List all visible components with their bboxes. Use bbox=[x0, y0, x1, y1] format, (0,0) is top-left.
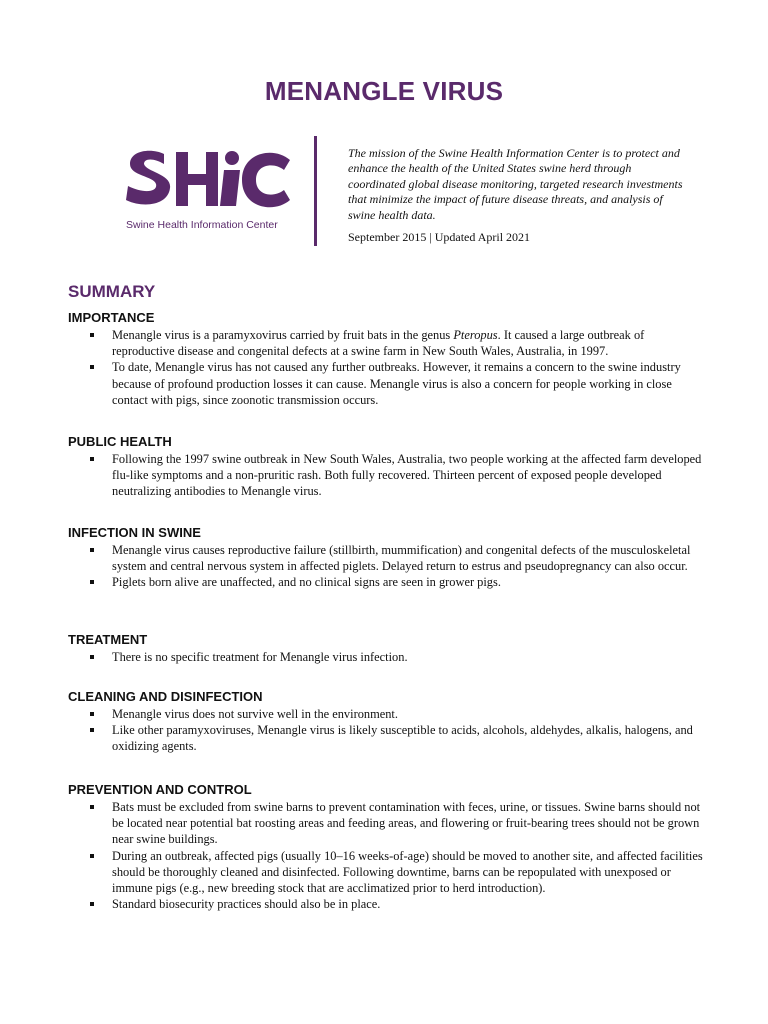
section-cleaning-and-disinfection bbox=[68, 689, 708, 755]
section-heading: CLEANING AND DISINFECTION bbox=[68, 689, 263, 704]
publication-dates: September 2015 | Updated April 2021 bbox=[348, 230, 531, 244]
section-heading: IMPORTANCE bbox=[68, 310, 155, 325]
list-item: Following the 1997 swine outbreak in New South Wales, Australia, two people working at the affected farm developed flu-like symptoms and a non-pruritic rash. Both fully recovered. Thirteen percent of exposed people developed neutralizing antibodies to Menangle virus. bbox=[68, 451, 708, 500]
list-item: Standard biosecurity practices should also be in place. bbox=[68, 896, 708, 912]
section-treatment bbox=[68, 632, 708, 665]
document-title: MENANGLE VIRUS bbox=[264, 76, 504, 106]
list-item: During an outbreak, affected pigs (usually 10–16 weeks-of-age) should be moved to another site, and affected facilities should be thoroughly cleaned and disinfected. Following downtime, barns can be repopulated with unexposed or immune pigs (e.g., new breeding stock that are acclimatized prior to herd introduction). bbox=[68, 848, 708, 897]
list-item: Menangle virus does not survive well in the environment. bbox=[68, 706, 708, 722]
section-prevention-and-control bbox=[68, 782, 708, 912]
section-infection-in-swine bbox=[68, 525, 708, 591]
list-item: Menangle virus is a paramyxovirus carried by fruit bats in the genus Pteropus. It caused a large outbreak of reproductive disease and congenital defects at a swine farm in New South Wales, Australia, in 1997. bbox=[68, 327, 708, 359]
section-importance bbox=[68, 310, 708, 408]
shic-logo-icon bbox=[124, 146, 294, 218]
mission-statement: The mission of the Swine Health Information Center is to protect and enhance the health of the United States swine herd through coordinated global disease monitoring, targeted research investments that minimize the impact of future disease threats, and analysis of swine health data. bbox=[348, 146, 683, 222]
summary-heading: SUMMARY bbox=[68, 282, 156, 301]
list-item: Piglets born alive are unaffected, and no clinical signs are seen in grower pigs. bbox=[68, 574, 708, 590]
section-heading: PUBLIC HEALTH bbox=[68, 434, 172, 449]
list-item: There is no specific treatment for Menangle virus infection. bbox=[68, 649, 708, 665]
list-item: Like other paramyxoviruses, Menangle virus is likely susceptible to acids, alcohols, aldehydes, alkalis, halogens, and oxidizing agents. bbox=[68, 722, 708, 754]
logo-caption: Swine Health Information Center bbox=[126, 219, 278, 231]
list-item: To date, Menangle virus has not caused any further outbreaks. However, it remains a concern to the swine industry because of profound production losses it can cause. Menangle virus is also a concern for people working in close contact with pigs, since zoonotic transmission occurs. bbox=[68, 359, 708, 408]
list-item: Menangle virus causes reproductive failure (stillbirth, mummification) and congenital defects of the musculoskeletal system and central nervous system in affected piglets. Delayed return to estrus and pseudopregnancy can also occur. bbox=[68, 542, 708, 574]
section-heading: TREATMENT bbox=[68, 632, 148, 647]
section-heading: PREVENTION AND CONTROL bbox=[68, 782, 252, 797]
section-public-health bbox=[68, 434, 708, 500]
section-heading: INFECTION IN SWINE bbox=[68, 525, 201, 540]
genus-name: Pteropus bbox=[453, 328, 498, 342]
list-item: Bats must be excluded from swine barns to prevent contamination with feces, urine, or tissues. Swine barns should not be located near potential bat roosting areas and feeding areas, and flowering or fruit-bearing trees should not be grown near swine buildings. bbox=[68, 799, 708, 848]
header-divider bbox=[314, 136, 317, 246]
